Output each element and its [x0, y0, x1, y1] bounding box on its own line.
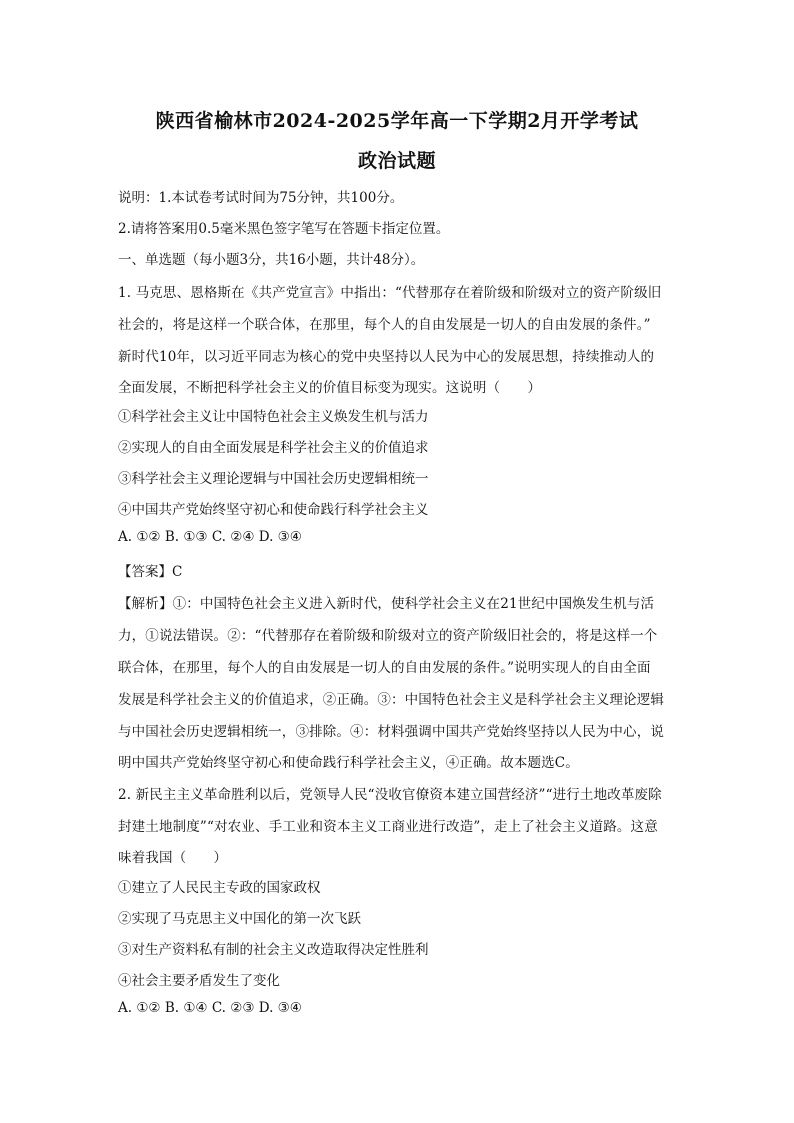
q2-choices: A. ①② B. ①④ C. ②③ D. ③④ — [118, 1000, 302, 1016]
q2-option: ④社会主要矛盾发生了变化 — [118, 973, 280, 989]
q1-analysis-line: 力，①说法错误。②：“代替那存在着阶级和阶级对立的资产阶级旧社会的，将是这样一个 — [118, 628, 658, 644]
q1-option: ①科学社会主义让中国特色社会主义焕发生机与活力 — [118, 409, 429, 425]
q2-option: ②实现了马克思主义中国化的第一次飞跃 — [118, 911, 361, 927]
section-heading: 一、单选题（每小题3分，共16小题，共计48分）。 — [118, 252, 425, 268]
q1-analysis-line: 明中国共产党始终坚守初心和使命践行科学社会主义，④正确。故本题选C。 — [118, 755, 579, 771]
q1-analysis-line: 与中国社会历史逻辑相统一，③排除。④：材料强调中国共产党始终坚持以人民为中心，说 — [118, 724, 664, 740]
q2-stem-line: 味着我国（ ） — [118, 850, 228, 866]
q1-answer: 【答案】C — [118, 564, 183, 580]
q1-analysis-line: 发展是科学社会主义的价值追求，②正确。③：中国特色社会主义是科学社会主义理论逻辑 — [118, 692, 664, 708]
instruction-line: 说明：1.本试卷考试时间为75分钟，共100分。 — [118, 190, 404, 206]
instruction-line: 2.请将答案用0.5毫米黑色签字笔写在答题卡指定位置。 — [118, 221, 450, 237]
q1-stem-line: 新时代10年，以习近平同志为核心的党中央坚持以人民为中心的发展思想，持续推动人的 — [118, 349, 655, 365]
q1-analysis-line: 【解析】①：中国特色社会主义进入新时代，使科学社会主义在21世纪中国焕发生机与活 — [118, 596, 655, 612]
q1-stem-line: 全面发展，不断把科学社会主义的价值目标变为现实。这说明（ ） — [118, 380, 542, 396]
q2-option: ①建立了人民民主专政的国家政权 — [118, 880, 321, 896]
q1-choices: A. ①② B. ①③ C. ②④ D. ③④ — [118, 529, 302, 545]
q2-option: ③对生产资料私有制的社会主义改造取得决定性胜利 — [118, 942, 429, 958]
q1-option: ②实现人的自由全面发展是科学社会主义的价值追求 — [118, 440, 429, 456]
q1-analysis-line: 联合体，在那里，每个人的自由发展是一切人的自由发展的条件。”说明实现人的自由全面 — [118, 660, 651, 676]
q2-stem-line: 封建土地制度”“对农业、手工业和资本主义工商业进行改造”，走上了社会主义道路。这意 — [118, 819, 658, 835]
q1-stem-line: 1. 马克思、恩格斯在《共产党宣言》中指出：“代替那存在着阶级和阶级对立的资产阶级旧 — [118, 285, 662, 301]
page-subtitle: 政治试题 — [357, 150, 436, 172]
q1-stem-line: 社会的，将是这样一个联合体，在那里，每个人的自由发展是一切人的自由发展的条件。” — [118, 317, 651, 333]
page-title: 陕西省榆林市2024-2025学年高一下学期2月开学考试 — [155, 110, 639, 132]
q1-option: ④中国共产党始终坚守初心和使命践行科学社会主义 — [118, 502, 429, 518]
q2-stem-line: 2. 新民主主义革命胜利以后，党领导人民“没收官僚资本建立国营经济”“进行土地改革废除 — [118, 787, 662, 803]
q1-option: ③科学社会主义理论逻辑与中国社会历史逻辑相统一 — [118, 471, 429, 487]
